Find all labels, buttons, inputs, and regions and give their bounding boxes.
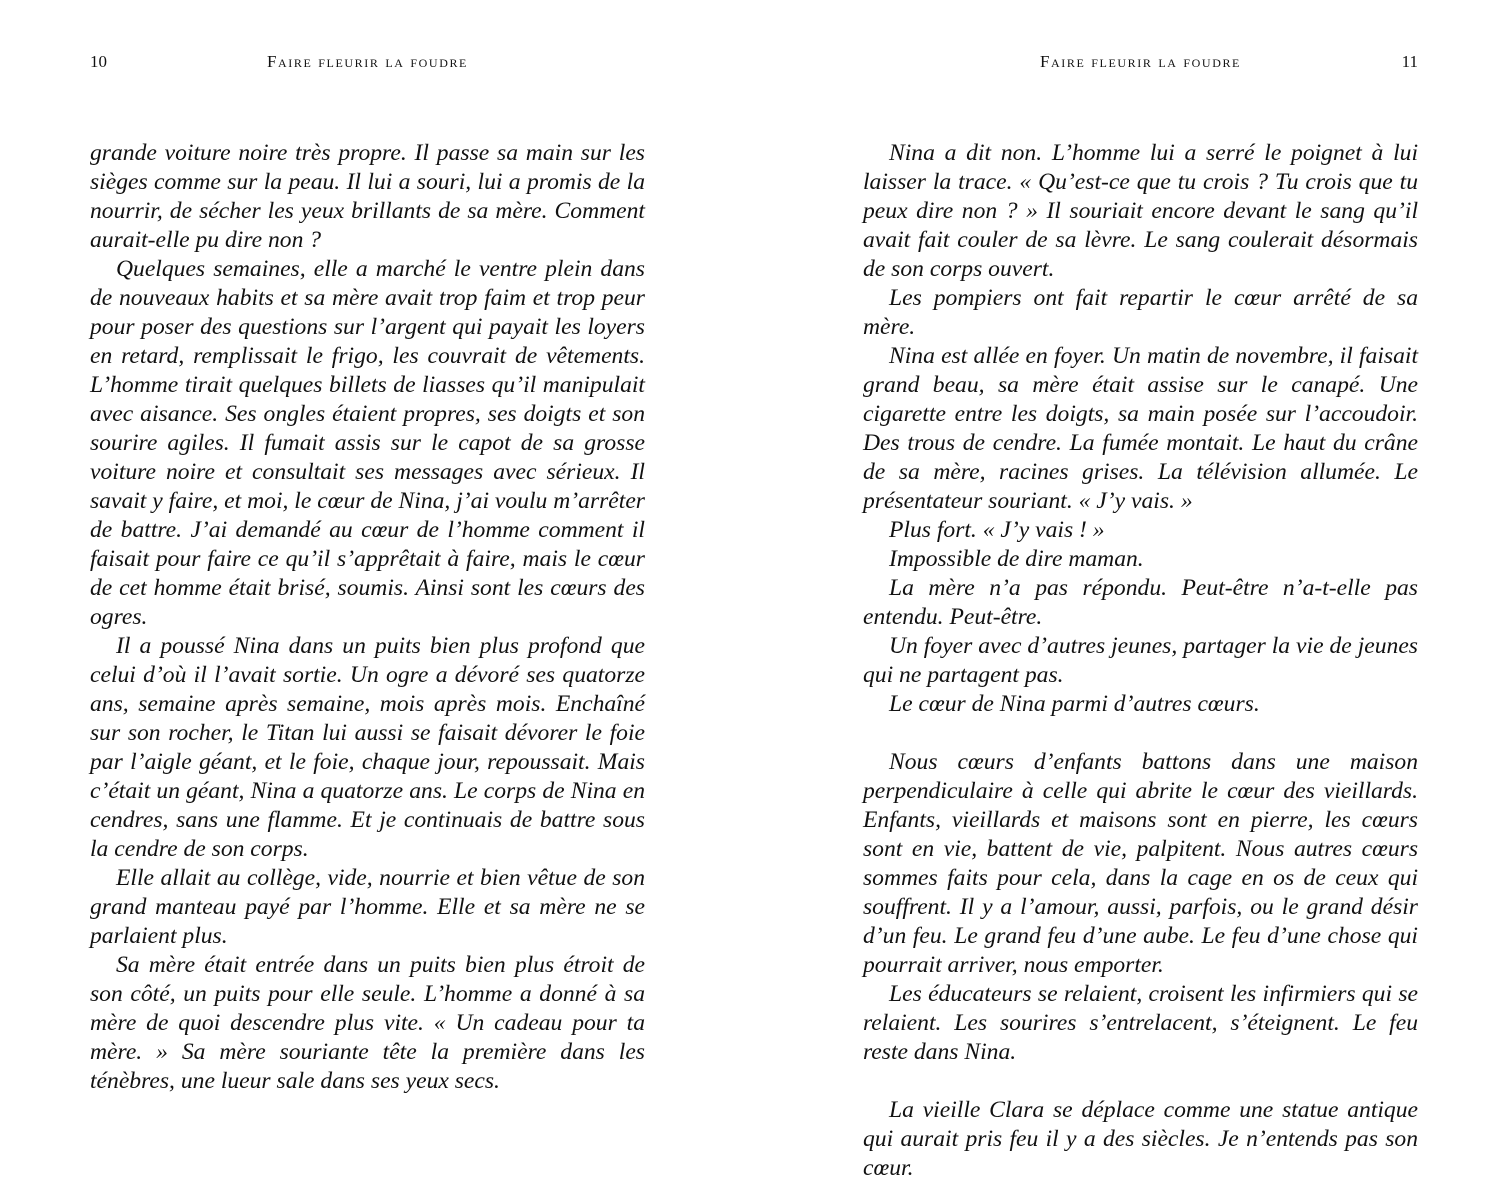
paragraph: Un foyer avec d’autres jeunes, partager la vie de jeunes qui ne partagent pas.	[863, 633, 1418, 688]
paragraph: Nina est allée en foyer. Un matin de novembre, il faisait grand beau, sa mère était assise sur le canapé. Une cigarette entre les doigts, sa main posée sur l’accoudoir. Des trous de cendre. La fumée montait. Le haut du crâne de sa mère, racines grises. La télévision allumée. Le présentateur souriant. « J’y vais. »	[863, 343, 1418, 514]
paragraph: Le cœur de Nina parmi d’autres cœurs.	[889, 691, 1260, 717]
right-running-head	[863, 52, 1418, 76]
paragraph: La mère n’a pas répondu. Peut-être n’a-t-elle pas entendu. Peut-être.	[863, 575, 1418, 630]
left-running-head	[90, 52, 645, 76]
paragraph: Quelques semaines, elle a marché le ventre plein dans de nouveaux habits et sa mère avait trop faim et trop peur pour poser des questions sur l’argent qui payait les loyers en retard, remplissait le frigo, les couvrait de vêtements. L’homme tirait quelques billets de liasses qu’il manipulait avec aisance. Ses ongles étaient propres, ses doigts et son sourire agiles. Il fumait assis sur le capot de sa grosse voiture noire et consultait ses messages avec sérieux. Il savait y faire, et moi, le cœur de Nina, j’ai voulu m’arrêter de battre. J’ai demandé au cœur de l’homme comment il faisait pour faire ce qu’il s’apprêtait à faire, mais le cœur de cet homme était brisé, soumis. Ainsi sont les cœurs des ogres.	[90, 256, 645, 630]
paragraph: Plus fort. « J’y vais ! »	[889, 517, 1105, 543]
right-book-title: Faire fleurir la foudre	[1039, 52, 1241, 71]
left-page	[90, 0, 645, 1200]
paragraph: Impossible de dire maman.	[889, 546, 1144, 572]
left-book-title: Faire fleurir la foudre	[266, 52, 468, 71]
paragraph: Il a poussé Nina dans un puits bien plus profond que celui d’où il l’avait sortie. Un ogre a dévoré ses quatorze ans, semaine après semaine, mois après mois. Enchaîné sur son rocher, le Titan lui aussi se faisait dévorer le foie par l’aigle géant, et le foie, chaque jour, repoussait. Mais c’était un géant, Nina a quatorze ans. Le corps de Nina en cendres, sans une flamme. Et je continuais de battre sous la cendre de son corps.	[90, 633, 645, 862]
paragraph: Les éducateurs se relaient, croisent les infirmiers qui se relaient. Les sourires s’entrelacent, s’éteignent. Le feu reste dans Nina.	[863, 981, 1418, 1065]
paragraph: La vieille Clara se déplace comme une statue antique qui aurait pris feu il y a des siècles. Je n’entends pas son cœur.	[863, 1097, 1418, 1181]
paragraph: Nina a dit non. L’homme lui a serré le poignet à lui laisser la trace. « Qu’est-ce que tu crois ? Tu crois que tu peux dire non ? » Il souriait encore devant le sang qu’il avait fait couler de sa lèvre. Le sang coulerait désormais de son corps ouvert.	[863, 140, 1418, 282]
paragraph: Les pompiers ont fait repartir le cœur arrêté de sa mère.	[863, 285, 1418, 340]
paragraph: grande voiture noire très propre. Il passe sa main sur les sièges comme sur la peau. Il lui a souri, lui a promis de la nourrir, de sécher les yeux brillants de sa mère. Comment aurait-elle pu dire non ?	[90, 140, 645, 253]
paragraph: Sa mère était entrée dans un puits bien plus étroit de son côté, un puits pour elle seule. L’homme a donné à sa mère de quoi descendre plus vite. « Un cadeau pour ta mère. » Sa mère souriante tête la première dans les ténèbres, une lueur sale dans ses yeux secs.	[90, 952, 645, 1094]
right-page	[863, 0, 1418, 1200]
paragraph: Elle allait au collège, vide, nourrie et bien vêtue de son grand manteau payé par l’homme. Elle et sa mère ne se parlaient plus.	[90, 865, 645, 949]
left-page-number: 10	[90, 52, 107, 71]
right-page-number: 11	[1401, 52, 1418, 71]
paragraph: Nous cœurs d’enfants battons dans une maison perpendiculaire à celle qui abrite le cœur des vieillards. Enfants, vieillards et maisons sont en pierre, les cœurs sont en vie, battent de vie, palpitent. Nous autres cœurs sommes faits pour cela, dans la cage en os de ceux qui souffrent. Il y a l’amour, aussi, parfois, ou le grand désir d’un feu. Le grand feu d’une aube. Le feu d’une chose qui pourrait arriver, nous emporter.	[863, 749, 1418, 978]
right-body-text	[863, 139, 1418, 1183]
left-body-text	[90, 139, 645, 1096]
